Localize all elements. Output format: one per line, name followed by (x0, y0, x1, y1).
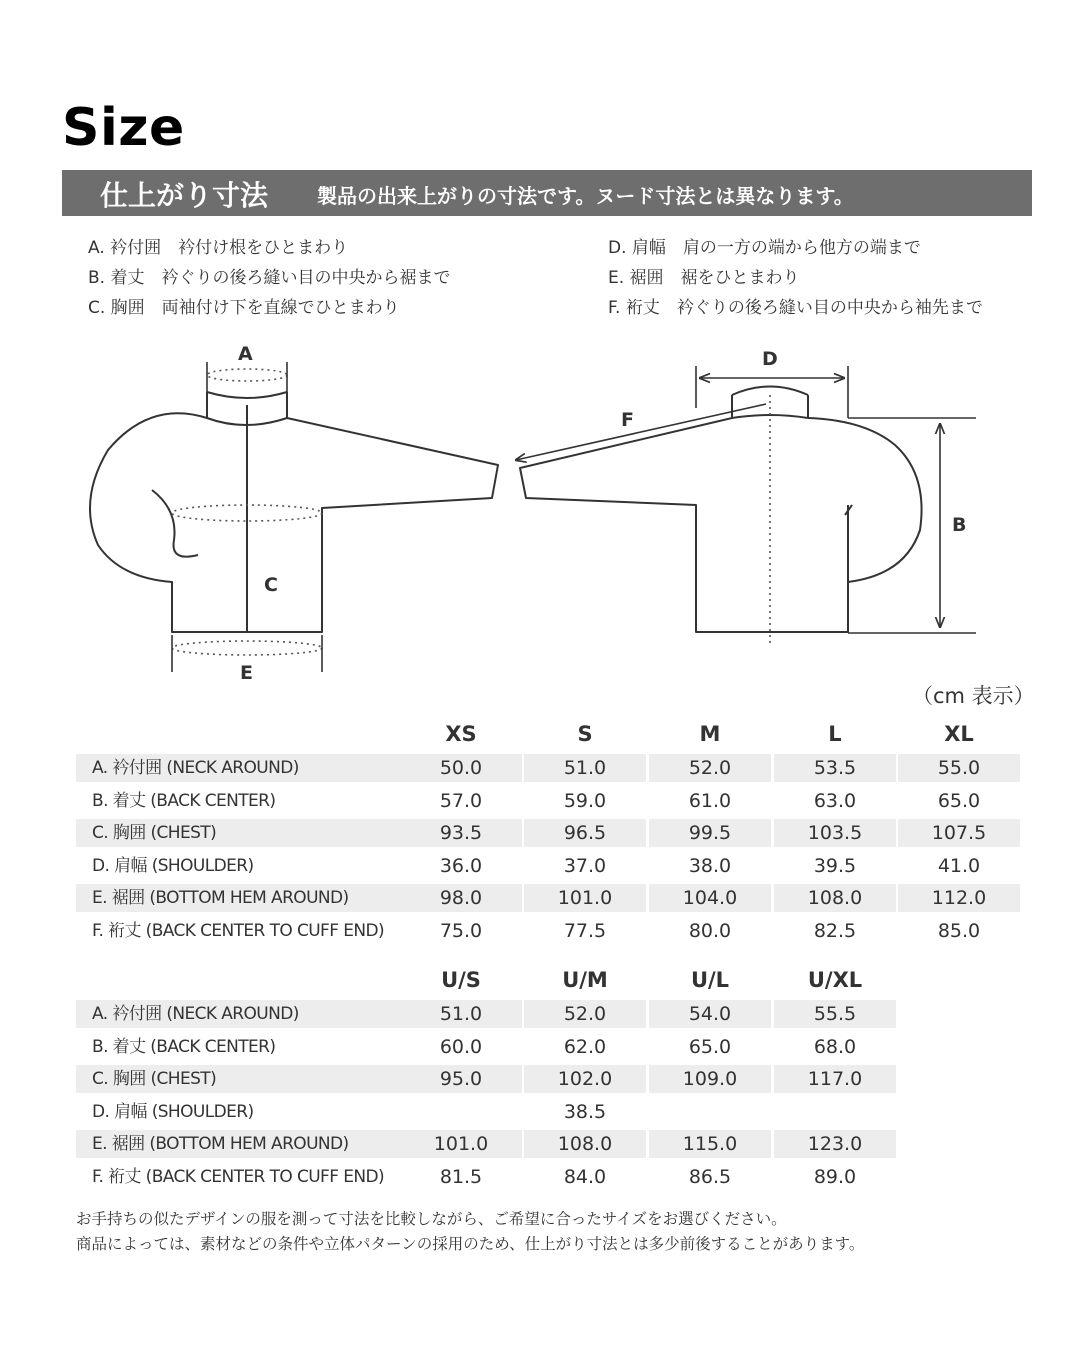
row-label: B. 着丈 (BACK CENTER) (92, 1036, 276, 1057)
row-label: A. 衿付囲 (NECK AROUND) (76, 754, 412, 782)
table-row (76, 752, 1026, 785)
size-header: XL (944, 722, 974, 746)
row-label: D. 肩幅 (SHOULDER) (92, 855, 254, 876)
legend-item-e: E. 裾囲 裾をひとまわり (608, 268, 800, 288)
table-cell: 108.0 (524, 1130, 646, 1158)
table-cell: 108.0 (774, 884, 896, 912)
table-row (76, 1063, 1026, 1096)
table-row (76, 1161, 1026, 1194)
table-row (76, 1031, 1026, 1064)
diagram-label-d: D (762, 348, 778, 370)
table-cell: 52.0 (524, 1000, 646, 1028)
legend-item-f: F. 裄丈 衿ぐりの後ろ縫い目の中央から袖先まで (608, 298, 983, 318)
table-cell: 102.0 (524, 1065, 646, 1093)
table-cell: 85.0 (937, 919, 981, 942)
table-cell: 62.0 (563, 1035, 607, 1058)
table-row (76, 785, 1026, 818)
table-cell: 96.5 (524, 819, 646, 847)
table-cell: 117.0 (774, 1065, 896, 1093)
table-row (76, 915, 1026, 948)
diagram-label-b: B (952, 514, 967, 536)
size-table-unisex (76, 968, 1026, 1193)
size-table-standard (76, 722, 1026, 947)
row-label: C. 胸囲 (CHEST) (76, 1065, 412, 1093)
table-cell: 98.0 (400, 884, 522, 912)
row-label: E. 裾囲 (BOTTOM HEM AROUND) (76, 884, 412, 912)
legend-item-c: C. 胸囲 両袖付け下を直線でひとまわり (88, 298, 400, 318)
table-row (76, 1128, 1026, 1161)
table-cell: 103.5 (774, 819, 896, 847)
size-header: L (828, 722, 842, 746)
table-cell: 37.0 (563, 854, 607, 877)
size-header: U/M (562, 968, 608, 992)
table-cell: 51.0 (400, 1000, 522, 1028)
table-cell: 60.0 (439, 1035, 483, 1058)
row-label: F. 裄丈 (BACK CENTER TO CUFF END) (92, 920, 384, 941)
row-label: A. 衿付囲 (NECK AROUND) (76, 1000, 412, 1028)
table-header-row (76, 968, 1026, 998)
table-row (76, 998, 1026, 1031)
table-row (76, 817, 1026, 850)
table-cell: 38.5 (563, 1100, 607, 1123)
table-cell: 55.0 (898, 754, 1020, 782)
table-cell: 109.0 (649, 1065, 771, 1093)
size-header: XS (445, 722, 477, 746)
table-cell: 38.0 (688, 854, 732, 877)
diagram-label-a: A (238, 343, 253, 365)
footnote (76, 1207, 864, 1257)
diagram-label-f: F (621, 409, 634, 431)
front-garment-outline (90, 392, 498, 632)
diagram-label-c: C (264, 574, 278, 596)
table-cell: 89.0 (813, 1165, 857, 1188)
unit-note: （cm 表示） (912, 684, 1035, 708)
table-cell: 81.5 (439, 1165, 483, 1188)
measurement-legend-right (608, 233, 983, 323)
table-cell: 104.0 (649, 884, 771, 912)
table-cell: 53.5 (774, 754, 896, 782)
banner-title: 仕上がり寸法 (100, 179, 269, 212)
table-cell: 65.0 (937, 789, 981, 812)
table-cell (649, 1098, 771, 1126)
table-cell: 101.0 (524, 884, 646, 912)
table-cell: 54.0 (649, 1000, 771, 1028)
row-label: C. 胸囲 (CHEST) (76, 819, 412, 847)
table-row (76, 882, 1026, 915)
legend-item-a: A. 衿付囲 衿付け根をひとまわり (88, 238, 349, 258)
table-row (76, 850, 1026, 883)
table-cell: 57.0 (439, 789, 483, 812)
table-cell: 65.0 (688, 1035, 732, 1058)
back-garment-outline (520, 387, 922, 633)
table-cell: 123.0 (774, 1130, 896, 1158)
table-cell: 63.0 (813, 789, 857, 812)
size-header: U/L (690, 968, 730, 992)
footnote-line: お手持ちの似たデザインの服を測って寸法を比較しながら、ご希望に合ったサイズをお選びください。 (76, 1210, 787, 1228)
table-cell: 95.0 (400, 1065, 522, 1093)
table-cell: 55.5 (774, 1000, 896, 1028)
diagram-label-e: E (240, 662, 253, 684)
table-cell: 101.0 (400, 1130, 522, 1158)
row-label: E. 裾囲 (BOTTOM HEM AROUND) (76, 1130, 412, 1158)
table-cell: 84.0 (563, 1165, 607, 1188)
table-cell (400, 1098, 522, 1126)
page-title: Size (62, 98, 185, 158)
table-cell: 82.5 (813, 919, 857, 942)
legend-item-d: D. 肩幅 肩の一方の端から他方の端まで (608, 238, 921, 258)
table-cell: 59.0 (563, 789, 607, 812)
finished-dimensions-banner (62, 170, 1032, 216)
measurement-legend-left (88, 233, 450, 323)
legend-item-b: B. 着丈 衿ぐりの後ろ縫い目の中央から裾まで (88, 268, 451, 288)
table-cell: 77.5 (563, 919, 607, 942)
table-cell: 51.0 (524, 754, 646, 782)
size-header: U/XL (807, 968, 863, 992)
size-header: M (699, 722, 721, 746)
garment-diagram (0, 330, 1080, 690)
table-cell: 39.5 (813, 854, 857, 877)
footnote-line: 商品によっては、素材などの条件や立体パターンの採用のため、仕上がり寸法とは多少前後することがあります。 (76, 1235, 865, 1253)
table-cell: 93.5 (400, 819, 522, 847)
table-header-row (76, 722, 1026, 752)
table-cell: 41.0 (937, 854, 981, 877)
table-cell: 50.0 (400, 754, 522, 782)
row-label: D. 肩幅 (SHOULDER) (92, 1101, 254, 1122)
table-cell: 52.0 (649, 754, 771, 782)
row-label: B. 着丈 (BACK CENTER) (92, 790, 276, 811)
table-cell (774, 1098, 896, 1126)
table-cell: 86.5 (688, 1165, 732, 1188)
size-header: S (577, 722, 593, 746)
table-cell: 61.0 (688, 789, 732, 812)
table-cell: 75.0 (439, 919, 483, 942)
row-label: F. 裄丈 (BACK CENTER TO CUFF END) (92, 1166, 384, 1187)
table-cell: 36.0 (439, 854, 483, 877)
banner-subtitle: 製品の出来上がりの寸法です。ヌード寸法とは異なります。 (317, 184, 854, 208)
table-cell: 115.0 (649, 1130, 771, 1158)
size-header: U/S (441, 968, 481, 992)
table-cell: 80.0 (688, 919, 732, 942)
table-cell: 112.0 (898, 884, 1020, 912)
table-cell: 68.0 (813, 1035, 857, 1058)
table-row (76, 1096, 1026, 1129)
table-cell: 99.5 (649, 819, 771, 847)
table-cell: 107.5 (898, 819, 1020, 847)
